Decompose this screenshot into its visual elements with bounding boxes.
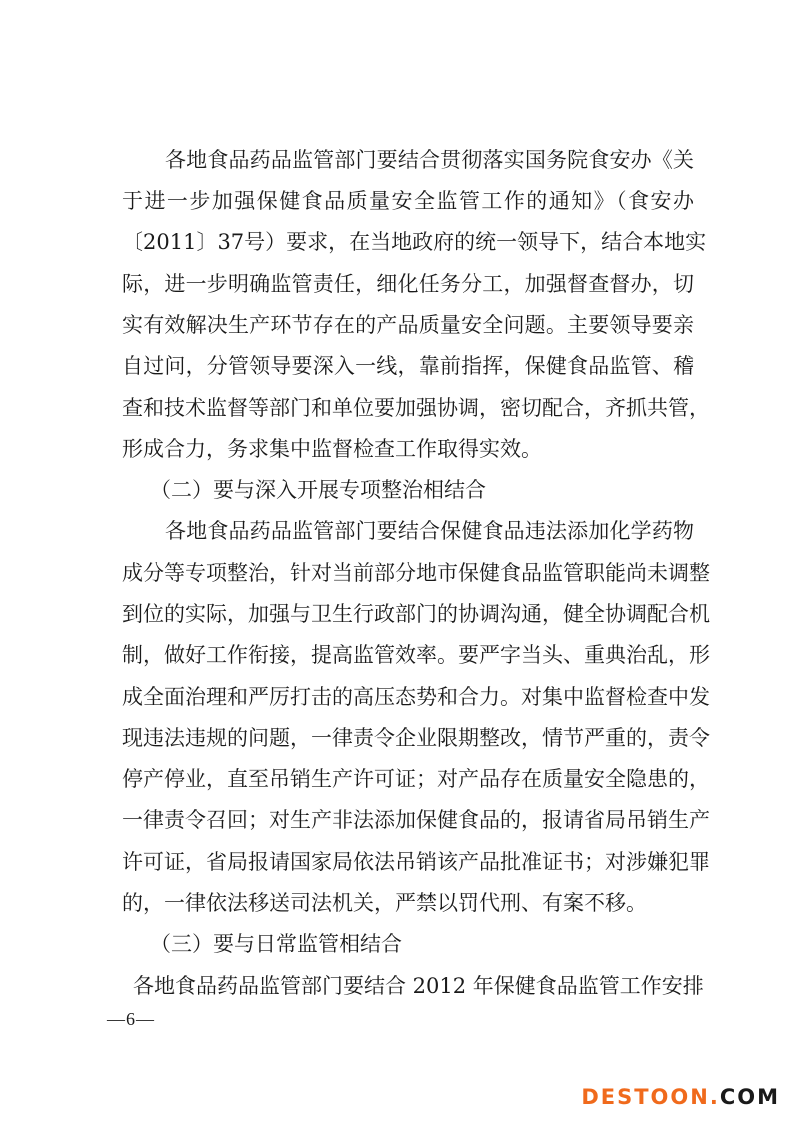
- watermark-dot: .: [709, 1085, 720, 1109]
- watermark-brand: DESTOON: [581, 1085, 710, 1109]
- paragraph-1-line-2: 于进一步加强保健食品质量安全监管工作的通知》（食安办: [122, 189, 694, 213]
- paragraph-2-line-9: 许可证，省局报请国家局依法吊销该产品批准证书；对涉嫌犯罪: [122, 850, 710, 874]
- paragraph-2-line-4: 制，做好工作衔接，提高监管效率。要严字当头、重典治乱，形: [122, 643, 710, 667]
- paragraph-2-line-8: 一律责令召回；对生产非法添加保健食品的，报请省局吊销生产: [122, 808, 710, 832]
- paragraph-2-line-1: 各地食品药品监管部门要结合保健食品违法添加化学药物: [165, 519, 694, 543]
- paragraph-1-line-6: 自过问，分管领导要深入一线，靠前指挥，保健食品监管、稽: [122, 354, 694, 378]
- paragraph-2-line-6: 现违法违规的问题，一律责令企业限期整改，情节严重的，责令: [122, 726, 710, 750]
- section-heading-2: （二）要与深入开展专项整治相结合: [150, 478, 486, 502]
- paragraph-2-line-3: 到位的实际，加强与卫生行政部门的协调沟通，健全协调配合机: [122, 602, 710, 626]
- paragraph-3-line-1: 各地食品药品监管部门要结合 2012 年保健食品监管工作安排: [133, 974, 704, 998]
- paragraph-1-line-4: 际，进一步明确监管责任，细化任务分工，加强督查督办，切: [122, 272, 694, 296]
- paragraph-1-line-7: 查和技术监督等部门和单位要加强协调，密切配合，齐抓共管，: [122, 396, 710, 420]
- paragraph-1-line-8: 形成合力，务求集中监督检查工作取得实效。: [122, 437, 542, 461]
- paragraph-1-line-3: 〔2011〕37号）要求，在当地政府的统一领导下，结合本地实: [122, 230, 707, 254]
- paragraph-2-line-2: 成分等专项整治，针对当前部分地市保健食品监管职能尚未调整: [122, 561, 710, 585]
- paragraph-2-line-10: 的，一律依法移送司法机关，严禁以罚代刑、有案不移。: [122, 891, 647, 915]
- paragraph-2-line-5: 成全面治理和严厉打击的高压态势和合力。对集中监督检查中发: [122, 685, 710, 709]
- page-number: —6—: [107, 1009, 155, 1029]
- watermark-logo: [581, 1085, 780, 1109]
- paragraph-2-line-7: 停产停业，直至吊销生产许可证；对产品存在质量安全隐患的，: [122, 767, 710, 791]
- paragraph-1-line-1: 各地食品药品监管部门要结合贯彻落实国务院食安办《关: [165, 148, 694, 172]
- paragraph-1-line-5: 实有效解决生产环节存在的产品质量安全问题。主要领导要亲: [122, 313, 694, 337]
- watermark-suffix: COM: [719, 1085, 780, 1109]
- section-heading-3: （三）要与日常监管相结合: [150, 932, 402, 956]
